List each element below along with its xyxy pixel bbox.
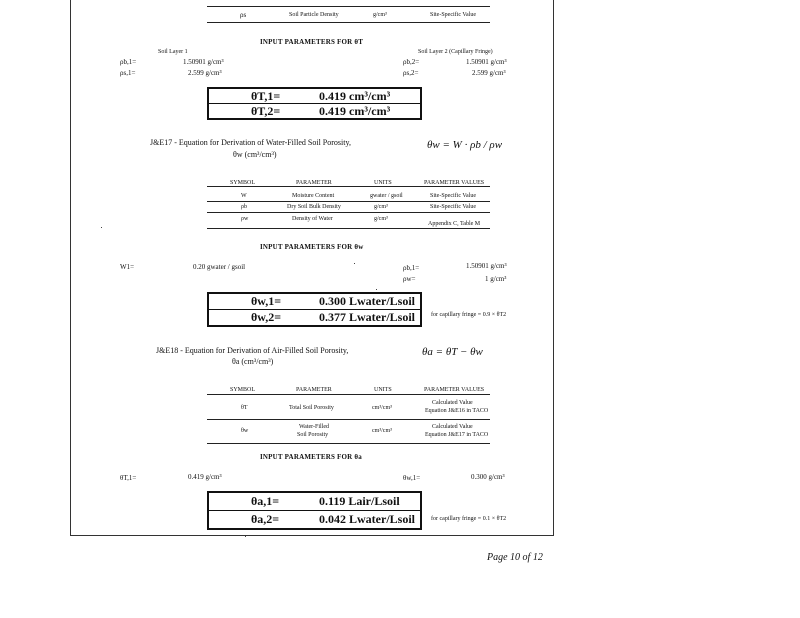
table-cell: W <box>241 193 247 199</box>
result-value: 0.042 Lwater/Lsoil <box>319 512 415 526</box>
table-cell: ρb <box>241 204 247 210</box>
table-cell: cm³/cm³ <box>372 405 392 411</box>
w1-value: 0.20 gwater / gsoil <box>193 263 246 271</box>
table-cell: Site-Specific Value <box>430 193 477 199</box>
table-cell: Water-Filled <box>299 424 330 430</box>
result-label: θw,1= <box>251 294 282 308</box>
theta-w1-symbol: θw,1= <box>403 474 421 482</box>
result-box-theta-a <box>207 491 422 530</box>
result-value: 0.419 cm³/cm³ <box>319 89 391 103</box>
theta-t1-value: 0.419 g/cm³ <box>188 473 222 481</box>
result-row <box>209 89 420 103</box>
rho-s1-value: 2.599 g/cm³ <box>188 69 222 77</box>
rho-s2-value: 2.599 g/cm³ <box>472 69 506 77</box>
table-rule <box>207 394 490 395</box>
page-border-left <box>70 0 71 536</box>
top-row-symbol: ρs <box>240 11 247 19</box>
table-rule <box>207 22 490 23</box>
result-value: 0.119 Lair/Lsoil <box>319 494 400 508</box>
formula-theta-w: θw = W · ρb / ρw <box>427 139 503 151</box>
rho-s1-symbol: ρs,1= <box>120 69 136 77</box>
result-row <box>209 103 420 118</box>
theta-w1-value: 0.300 g/cm³ <box>471 473 505 481</box>
table-cell: Soil Porosity <box>297 432 329 438</box>
table-cell: Calculated Value <box>432 424 473 430</box>
table-cell: θT <box>241 405 248 411</box>
col-header-values: PARAMETER VALUES <box>424 180 485 186</box>
table-cell: g/cm³ <box>374 204 388 210</box>
result-value: 0.300 Lwater/Lsoil <box>319 294 415 308</box>
table-cell: Equation J&E17 in TACO <box>425 432 489 438</box>
result-row <box>209 294 420 309</box>
result-label: θa,1= <box>251 494 280 508</box>
top-row-parameter: Soil Particle Density <box>289 12 339 18</box>
result-label: θw,2= <box>251 310 282 324</box>
result-row <box>209 309 420 325</box>
table-cell: gwater / gsoil <box>370 193 403 199</box>
table-cell: Density of Water <box>292 216 333 222</box>
rho-w-symbol: ρw= <box>403 275 416 283</box>
result-label: θT,1= <box>251 89 281 103</box>
result-row <box>209 510 420 528</box>
capillary-note-theta-w: for capillary fringe = 0.9 × θT2 <box>431 312 507 318</box>
section-heading-theta-t: INPUT PARAMETERS FOR θT <box>260 38 364 46</box>
result-box-theta-w <box>207 292 422 327</box>
table-cell: Dry Soil Bulk Density <box>287 204 341 210</box>
col-header-units: UNITS <box>374 387 392 393</box>
rho-s2-symbol: ρs,2= <box>403 69 419 77</box>
soil-layer-1-label: Soil Layer 1 <box>158 49 188 55</box>
rho-b1-value: 1.50901 g/cm³ <box>183 58 224 66</box>
col-header-units: UNITS <box>374 180 392 186</box>
table-cell: θw <box>241 428 249 434</box>
table-rule <box>207 419 490 420</box>
page-border-bottom <box>70 535 554 536</box>
equation-subtitle-je17: θw (cm³/cm³) <box>233 150 277 159</box>
scan-speck <box>376 289 377 290</box>
col-header-values: PARAMETER VALUES <box>424 387 485 393</box>
rho-b1-symbol-w: ρb,1= <box>403 264 420 272</box>
table-cell: Total Soil Porosity <box>289 405 334 411</box>
top-row-value: Site-Specific Value <box>430 12 477 18</box>
soil-layer-2-label: Soil Layer 2 (Capillary Fringe) <box>418 49 493 55</box>
result-value: 0.419 cm³/cm³ <box>319 104 391 118</box>
table-cell: cm³/cm³ <box>372 428 392 434</box>
equation-title-je17: J&E17 - Equation for Derivation of Water-Filled Soil Porosity, <box>150 138 351 147</box>
table-cell: Appendix C, Table M <box>428 221 481 227</box>
rho-b1-symbol: ρb,1= <box>120 58 137 66</box>
table-rule <box>207 228 490 229</box>
table-cell: g/cm³ <box>374 216 388 222</box>
equation-title-je18: J&E18 - Equation for Derivation of Air-Filled Soil Porosity, <box>156 346 349 355</box>
page-border-right <box>553 0 554 536</box>
rho-b2-value: 1.50901 g/cm³ <box>466 58 507 66</box>
col-header-symbol: SYMBOL <box>230 180 256 186</box>
table-rule <box>207 6 490 7</box>
table-cell: Equation J&E16 in TACO <box>425 408 489 414</box>
capillary-note-theta-a: for capillary fringe = 0.1 × θT2 <box>431 516 507 522</box>
table-rule <box>207 201 490 202</box>
result-box-theta-t <box>207 87 422 120</box>
scan-speck <box>101 227 102 228</box>
theta-t1-symbol: θT,1= <box>120 474 137 482</box>
table-rule <box>207 186 490 187</box>
page-number: Page 10 of 12 <box>487 552 543 563</box>
section-heading-theta-a: INPUT PARAMETERS FOR θa <box>260 453 362 461</box>
col-header-parameter: PARAMETER <box>296 180 332 186</box>
col-header-symbol: SYMBOL <box>230 387 256 393</box>
table-rule <box>207 212 490 213</box>
table-cell: ρw <box>241 216 249 222</box>
section-heading-theta-w: INPUT PARAMETERS FOR θw <box>260 243 364 251</box>
scan-speck <box>354 263 355 264</box>
table-rule <box>207 443 490 444</box>
top-row-units: g/cm³ <box>373 12 387 18</box>
formula-theta-a: θa = θT − θw <box>422 346 483 358</box>
w1-symbol: W1= <box>120 263 135 271</box>
result-label: θT,2= <box>251 104 281 118</box>
rho-b2-symbol: ρb,2= <box>403 58 420 66</box>
result-row <box>209 493 420 510</box>
table-cell: Site-Specific Value <box>430 204 477 210</box>
scan-speck <box>245 536 246 537</box>
result-label: θa,2= <box>251 512 280 526</box>
table-cell: Calculated Value <box>432 400 473 406</box>
table-cell: Moisture Content <box>292 193 335 199</box>
equation-subtitle-je18: θa (cm³/cm³) <box>232 357 274 366</box>
result-value: 0.377 Lwater/Lsoil <box>319 310 415 324</box>
rho-b1-value-w: 1.50901 g/cm³ <box>466 262 507 270</box>
col-header-parameter: PARAMETER <box>296 387 332 393</box>
rho-w-value: 1 g/cm³ <box>485 275 507 283</box>
